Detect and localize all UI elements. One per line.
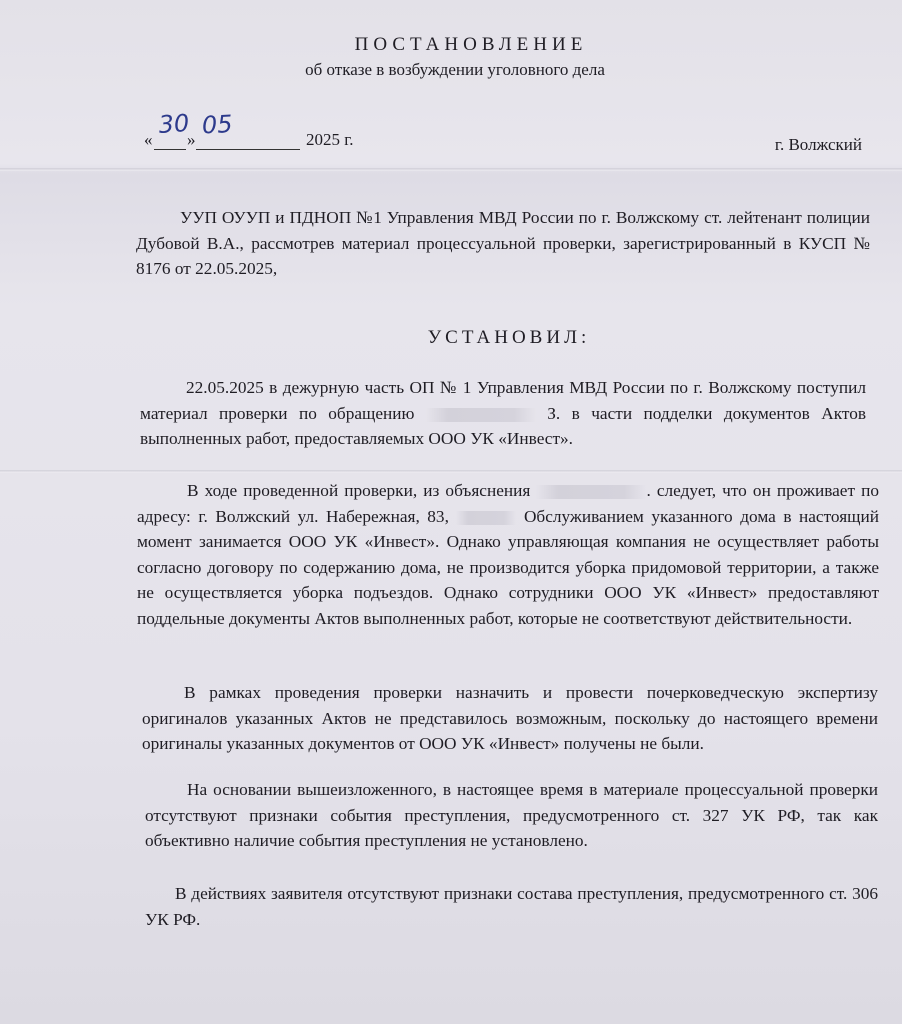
city-name: г. Волжский (774, 135, 862, 154)
handwritten-month: 05 (201, 109, 234, 140)
paragraph-2 (137, 478, 879, 631)
section-heading: УСТАНОВИЛ: (427, 327, 591, 348)
handwritten-day: 30 (157, 108, 191, 140)
intro-paragraph: УУП ОУУП и ПДНОП №1 Управления МВД России по г. Волжскому ст. лейтенант полиции Дубовой В.А., рассмотрев материал процессуальной проверки, зарегистрированный в КУСП № 8176 от 22.05.2025, (136, 208, 870, 278)
paragraph-1-end: З. в части подделки документов Актов выполненных работ, предоставляемых ООО УК «Инвест». (140, 403, 866, 448)
redacted-name (426, 408, 536, 422)
date-line (0, 108, 902, 168)
paragraph-2-mid: . следует, что он проживает по адресу: г. Волжский ул. Набережная, 83, (137, 481, 880, 526)
paragraph-5: В действиях заявителя отсутствуют признаки состава преступления, предусмотренного ст. 306 УК РФ. (145, 884, 878, 929)
paper-fold (0, 168, 902, 171)
paragraph-2-end: Обслуживанием указанного дома в настоящий момент занимается ООО УК «Инвест». Однако управляющая компания не осуществляет работы согласно договору по содержанию дома, не производится уборка придомовой территории, а также не осуществляется уборка подъездов. Однако сотрудники ООО УК «Инвест» предоставляют поддельные документы Актов выполненных работ, которые не соответствуют действительности. (137, 506, 879, 628)
paragraph-2-start: В ходе проведенной проверки, из объяснения (187, 481, 531, 500)
month-underline (196, 149, 300, 150)
paragraph-3: В рамках проведения проверки назначить и провести почерковедческую экспертизу оригиналов указанных Актов не представилось возможным, поскольку до настоящего времени оригиналы указанных документов от ООО УК «Инвест» получены не были. (142, 683, 878, 753)
document-subtitle: об отказе в возбуждении уголовного дела (305, 60, 605, 79)
quote-open: « (144, 130, 153, 149)
paper-fold (0, 470, 902, 473)
redacted-apartment (456, 511, 516, 525)
document-title: ПОСТАНОВЛЕНИЕ (354, 34, 588, 55)
paragraph-4: На основании вышеизложенного, в настоящее время в материале процессуальной проверки отсутствуют признаки события преступления, предусмотренного ст. 327 УК РФ, так как объективно наличие события преступления не установлено. (145, 780, 878, 850)
paragraph-1 (140, 375, 866, 452)
year-text: 2025 г. (306, 130, 354, 149)
quote-close: » (187, 130, 196, 149)
day-underline (154, 149, 186, 150)
redacted-name (536, 485, 646, 499)
paragraph-1-start: 22.05.2025 в дежурную часть ОП № 1 Управления МВД России по г. Волжскому поступил материал проверки по обращению (140, 378, 866, 423)
